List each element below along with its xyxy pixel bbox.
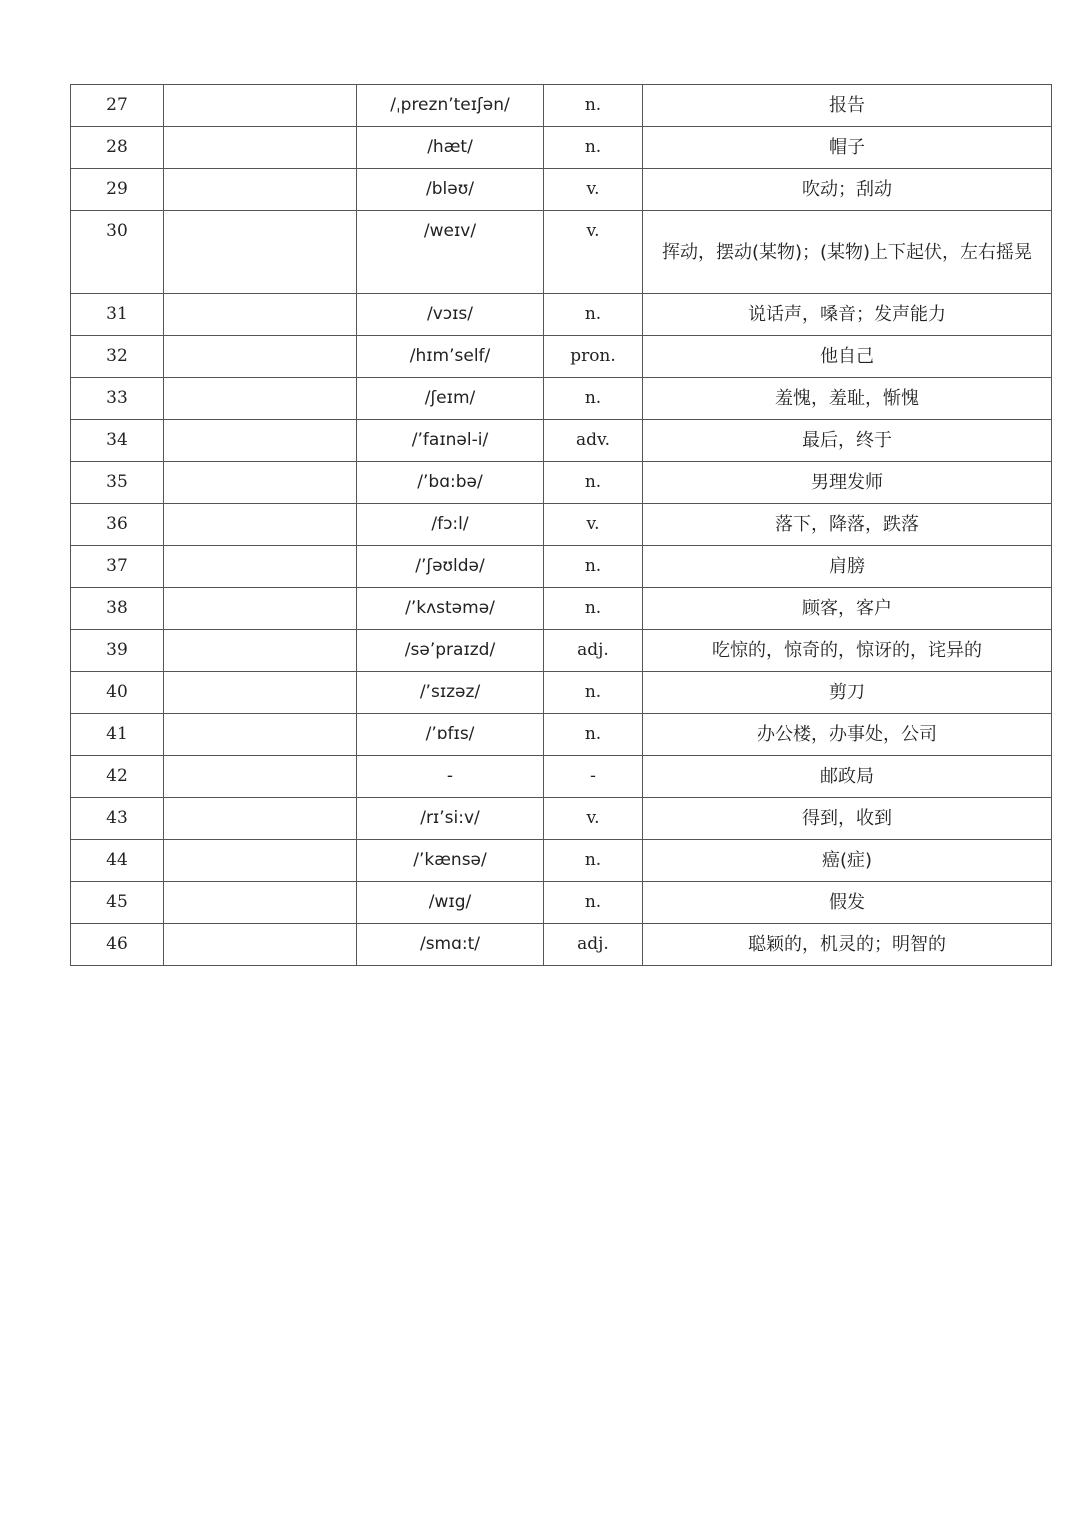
row-number: 40 bbox=[71, 672, 164, 714]
phonetic-cell: /wɪg/ bbox=[357, 882, 544, 924]
part-of-speech-cell: n. bbox=[544, 714, 643, 756]
meaning-cell: 报告 bbox=[643, 85, 1052, 127]
word-cell bbox=[164, 924, 357, 966]
row-number: 37 bbox=[71, 546, 164, 588]
meaning-cell: 聪颖的，机灵的；明智的 bbox=[643, 924, 1052, 966]
phonetic-cell: /ʃeɪm/ bbox=[357, 378, 544, 420]
table-row bbox=[71, 127, 1052, 169]
row-number: 29 bbox=[71, 169, 164, 211]
meaning-cell: 肩膀 bbox=[643, 546, 1052, 588]
part-of-speech-cell: v. bbox=[544, 169, 643, 211]
part-of-speech-cell: v. bbox=[544, 504, 643, 546]
phonetic-cell: /fɔ:l/ bbox=[357, 504, 544, 546]
row-number: 42 bbox=[71, 756, 164, 798]
word-cell bbox=[164, 588, 357, 630]
word-cell bbox=[164, 169, 357, 211]
meaning-cell: 癌(症) bbox=[643, 840, 1052, 882]
phonetic-cell: - bbox=[357, 756, 544, 798]
table-row bbox=[71, 462, 1052, 504]
phonetic-cell: /sə’praɪzd/ bbox=[357, 630, 544, 672]
word-cell bbox=[164, 294, 357, 336]
vocabulary-table-body bbox=[71, 85, 1052, 966]
phonetic-cell: /hæt/ bbox=[357, 127, 544, 169]
part-of-speech-cell: v. bbox=[544, 798, 643, 840]
meaning-cell: 最后，终于 bbox=[643, 420, 1052, 462]
part-of-speech-cell: adv. bbox=[544, 420, 643, 462]
part-of-speech-cell: n. bbox=[544, 546, 643, 588]
meaning-cell: 说话声，嗓音；发声能力 bbox=[643, 294, 1052, 336]
word-cell bbox=[164, 882, 357, 924]
part-of-speech-cell: n. bbox=[544, 672, 643, 714]
meaning-cell: 办公楼，办事处，公司 bbox=[643, 714, 1052, 756]
meaning-cell: 得到，收到 bbox=[643, 798, 1052, 840]
meaning-cell: 吃惊的，惊奇的，惊讶的，诧异的 bbox=[643, 630, 1052, 672]
table-row bbox=[71, 378, 1052, 420]
table-row bbox=[71, 840, 1052, 882]
meaning-cell: 帽子 bbox=[643, 127, 1052, 169]
table-row bbox=[71, 798, 1052, 840]
row-number: 33 bbox=[71, 378, 164, 420]
word-cell bbox=[164, 672, 357, 714]
meaning-cell: 顾客，客户 bbox=[643, 588, 1052, 630]
table-row bbox=[71, 85, 1052, 127]
word-cell bbox=[164, 504, 357, 546]
meaning-cell: 落下，降落，跌落 bbox=[643, 504, 1052, 546]
meaning-cell: 吹动；刮动 bbox=[643, 169, 1052, 211]
table-row bbox=[71, 756, 1052, 798]
part-of-speech-cell: adj. bbox=[544, 630, 643, 672]
word-cell bbox=[164, 85, 357, 127]
table-row bbox=[71, 336, 1052, 378]
row-number: 36 bbox=[71, 504, 164, 546]
part-of-speech-cell: n. bbox=[544, 588, 643, 630]
vocabulary-table bbox=[70, 84, 1052, 966]
phonetic-cell: /’ʃəʊldə/ bbox=[357, 546, 544, 588]
part-of-speech-cell: n. bbox=[544, 85, 643, 127]
part-of-speech-cell: pron. bbox=[544, 336, 643, 378]
phonetic-cell: /ˌprezn’teɪʃən/ bbox=[357, 85, 544, 127]
phonetic-cell: /’bɑ:bə/ bbox=[357, 462, 544, 504]
word-cell bbox=[164, 840, 357, 882]
word-cell bbox=[164, 211, 357, 294]
meaning-cell: 假发 bbox=[643, 882, 1052, 924]
row-number: 28 bbox=[71, 127, 164, 169]
table-row bbox=[71, 169, 1052, 211]
part-of-speech-cell: n. bbox=[544, 294, 643, 336]
phonetic-cell: /’faɪnəl-i/ bbox=[357, 420, 544, 462]
row-number: 32 bbox=[71, 336, 164, 378]
phonetic-cell: /weɪv/ bbox=[357, 211, 544, 294]
meaning-cell: 他自己 bbox=[643, 336, 1052, 378]
word-cell bbox=[164, 798, 357, 840]
phonetic-cell: /’kænsə/ bbox=[357, 840, 544, 882]
part-of-speech-cell: n. bbox=[544, 882, 643, 924]
part-of-speech-cell: n. bbox=[544, 378, 643, 420]
word-cell bbox=[164, 714, 357, 756]
meaning-cell: 男理发师 bbox=[643, 462, 1052, 504]
phonetic-cell: /smɑ:t/ bbox=[357, 924, 544, 966]
table-row bbox=[71, 546, 1052, 588]
row-number: 34 bbox=[71, 420, 164, 462]
row-number: 30 bbox=[71, 211, 164, 294]
part-of-speech-cell: v. bbox=[544, 211, 643, 294]
row-number: 41 bbox=[71, 714, 164, 756]
row-number: 27 bbox=[71, 85, 164, 127]
table-row bbox=[71, 630, 1052, 672]
row-number: 46 bbox=[71, 924, 164, 966]
word-cell bbox=[164, 546, 357, 588]
table-row bbox=[71, 294, 1052, 336]
part-of-speech-cell: n. bbox=[544, 127, 643, 169]
row-number: 35 bbox=[71, 462, 164, 504]
meaning-cell: 剪刀 bbox=[643, 672, 1052, 714]
phonetic-cell: /rɪ’si:v/ bbox=[357, 798, 544, 840]
word-cell bbox=[164, 127, 357, 169]
phonetic-cell: /’sɪzəz/ bbox=[357, 672, 544, 714]
word-cell bbox=[164, 336, 357, 378]
part-of-speech-cell: n. bbox=[544, 840, 643, 882]
table-row bbox=[71, 588, 1052, 630]
table-row bbox=[71, 924, 1052, 966]
word-cell bbox=[164, 420, 357, 462]
word-cell bbox=[164, 378, 357, 420]
table-row bbox=[71, 420, 1052, 462]
meaning-cell: 邮政局 bbox=[643, 756, 1052, 798]
row-number: 38 bbox=[71, 588, 164, 630]
phonetic-cell: /vɔɪs/ bbox=[357, 294, 544, 336]
table-row bbox=[71, 211, 1052, 294]
table-row bbox=[71, 882, 1052, 924]
row-number: 43 bbox=[71, 798, 164, 840]
table-row bbox=[71, 714, 1052, 756]
part-of-speech-cell: n. bbox=[544, 462, 643, 504]
part-of-speech-cell: adj. bbox=[544, 924, 643, 966]
row-number: 44 bbox=[71, 840, 164, 882]
word-cell bbox=[164, 756, 357, 798]
word-cell bbox=[164, 630, 357, 672]
row-number: 31 bbox=[71, 294, 164, 336]
table-row bbox=[71, 672, 1052, 714]
phonetic-cell: /hɪm’self/ bbox=[357, 336, 544, 378]
table-row bbox=[71, 504, 1052, 546]
row-number: 45 bbox=[71, 882, 164, 924]
meaning-cell: 挥动，摆动(某物)；(某物)上下起伏，左右摇晃 bbox=[643, 211, 1052, 294]
part-of-speech-cell: - bbox=[544, 756, 643, 798]
phonetic-cell: /’ɒfɪs/ bbox=[357, 714, 544, 756]
meaning-cell: 羞愧，羞耻，惭愧 bbox=[643, 378, 1052, 420]
word-cell bbox=[164, 462, 357, 504]
phonetic-cell: /bləʊ/ bbox=[357, 169, 544, 211]
row-number: 39 bbox=[71, 630, 164, 672]
phonetic-cell: /’kʌstəmə/ bbox=[357, 588, 544, 630]
